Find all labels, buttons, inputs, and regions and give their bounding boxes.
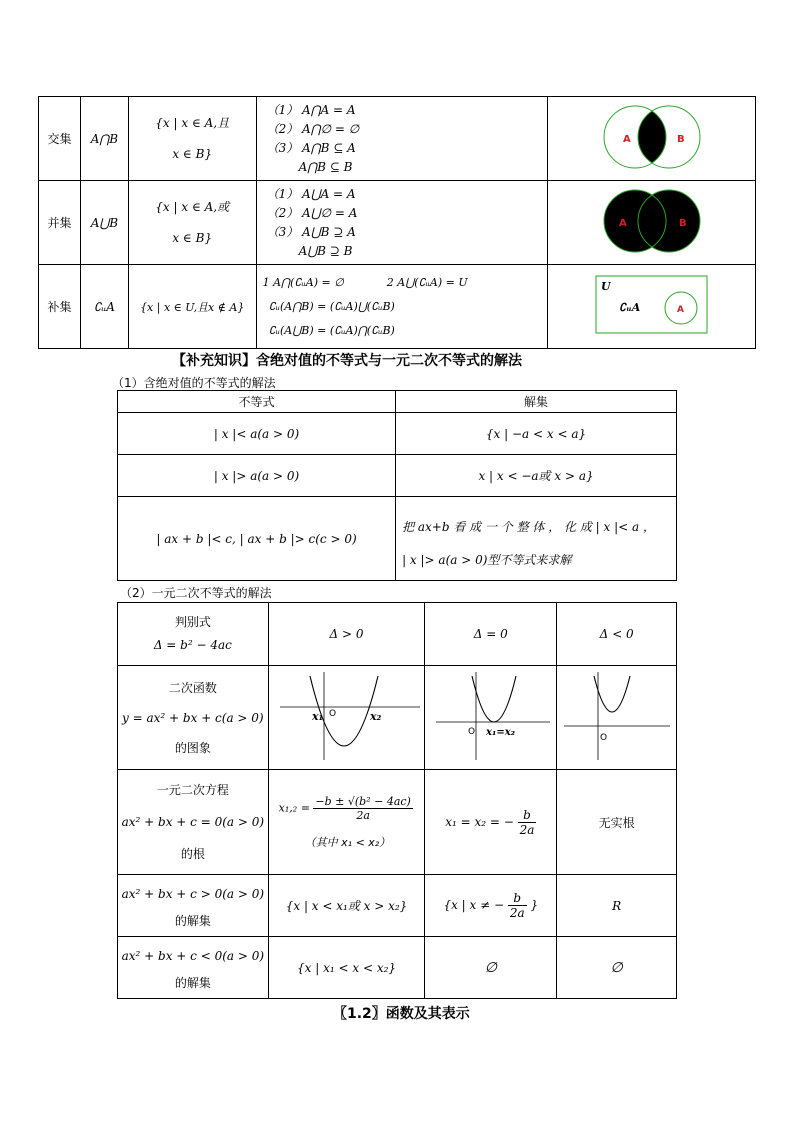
op-symbol: A⋃B	[80, 181, 128, 265]
venn-label-b: B	[678, 218, 687, 229]
def-line: {x | x ∈ A,或	[155, 199, 230, 214]
parabola-one-root-graph	[428, 668, 554, 764]
property: 1 A⋂(∁ᵤA) = ∅	[262, 275, 344, 289]
table-row	[118, 937, 677, 999]
subsection-title: （2）一元二次不等式的解法	[120, 586, 272, 600]
property: A⋂B ⊆ B	[298, 159, 353, 174]
column-header: 解集	[396, 391, 677, 413]
op-name: 补集	[39, 265, 81, 349]
union-venn-diagram	[597, 188, 707, 254]
double-root-lhs: x₁ = x₂ = −	[445, 814, 514, 829]
parabola-two-roots-graph	[272, 668, 422, 764]
solution-cell: 把 ax+b 看 成 一 个 整 体 ， 化 成 | x |< a ，	[402, 519, 656, 534]
disc-case: Δ < 0	[557, 603, 677, 666]
complement-label: ∁ᵤA	[618, 301, 640, 314]
inequality-cell: | x |< a(a > 0)	[118, 413, 396, 455]
solution-denominator: 2a	[509, 906, 525, 920]
double-root-numerator: b	[518, 808, 537, 823]
no-root-cell: 无实根	[557, 770, 677, 875]
universe-label: U	[600, 280, 611, 293]
origin-label: O	[467, 727, 475, 737]
property: （2） A⋃∅ = A	[266, 205, 358, 220]
x2-label: x₂	[369, 710, 381, 723]
solution-cell: x | x < −a或 x > a}	[396, 455, 677, 497]
table-row	[118, 391, 677, 413]
op-name: 并集	[39, 181, 81, 265]
disc-case: Δ = 0	[425, 603, 557, 666]
property: （1） A⋃A = A	[266, 186, 356, 201]
x1-label: x₁	[311, 710, 323, 723]
solution-numerator: b	[508, 891, 527, 906]
solution-cell: | x |> a(a > 0)型不等式来求解	[402, 552, 572, 567]
def-line: x ∈ B}	[172, 230, 213, 245]
venn-label-b: B	[676, 134, 685, 145]
set-operations-table	[38, 96, 756, 349]
solution-cell: {x | x₁ < x < x₂}	[268, 937, 425, 999]
venn-label-a: A	[676, 305, 684, 315]
op-name: 交集	[39, 97, 81, 181]
inequality-cell: | x |> a(a > 0)	[118, 455, 396, 497]
row-label: y = ax² + bx + c(a > 0)	[122, 710, 264, 725]
property: A⋃B ⊇ B	[298, 243, 353, 258]
roots-formula-numerator: −b ± √(b² − 4ac)	[315, 794, 411, 808]
parabola-no-root-graph	[560, 668, 674, 764]
op-symbol: A⋂B	[80, 97, 128, 181]
table-row	[118, 455, 677, 497]
disc-label: 判别式	[174, 615, 211, 629]
x12-label: x₁=x₂	[485, 727, 515, 738]
table-row	[118, 497, 677, 581]
row-label: 的图象	[174, 740, 211, 755]
section-heading: 【补充知识】含绝对值的不等式与一元二次不等式的解法	[172, 353, 522, 369]
solution-cell: ∅	[425, 937, 557, 999]
property: （3） A⋃B ⊇ A	[266, 224, 356, 239]
property: ∁ᵤ(A⋂B) = (∁ᵤA)⋃(∁ᵤB)	[268, 299, 395, 313]
solution-cell: {x | x < x₁或 x > x₂}	[268, 875, 425, 937]
solution-cell: ∅	[557, 937, 677, 999]
def-line: {x | x ∈ U,且x ∉ A}	[128, 265, 256, 349]
origin-label: O	[328, 709, 336, 719]
roots-formula-denominator: 2a	[356, 808, 370, 822]
double-root-denominator: 2a	[519, 822, 535, 837]
subsection-title: （1）含绝对值的不等式的解法	[112, 376, 276, 390]
row-label: ax² + bx + c < 0(a > 0)	[121, 948, 265, 963]
table-row	[39, 265, 756, 349]
table-row	[118, 666, 677, 770]
def-line: x ∈ B}	[172, 146, 213, 161]
complement-venn-diagram	[595, 275, 709, 335]
venn-label-a: A	[622, 134, 631, 145]
solution-lhs: {x | x ≠ −	[443, 898, 505, 912]
solution-cell: {x | −a < x < a}	[396, 413, 677, 455]
table-row	[118, 770, 677, 875]
property: ∁ᵤ(A⋃B) = (∁ᵤA)⋂(∁ᵤB)	[268, 323, 395, 337]
property: （3） A⋂B ⊆ A	[266, 140, 356, 155]
disc-formula: Δ = b² − 4ac	[153, 638, 232, 652]
table-row	[118, 875, 677, 937]
property: 2 A⋃(∁ᵤA) = U	[386, 275, 468, 289]
solution-rhs: }	[530, 898, 539, 912]
column-header: 不等式	[118, 391, 396, 413]
row-label: 的根	[180, 847, 205, 861]
table-row	[118, 413, 677, 455]
roots-note: （其中 x₁ < x₂）	[304, 835, 391, 849]
table-row	[39, 181, 756, 265]
table-row	[39, 97, 756, 181]
row-label: ax² + bx + c > 0(a > 0)	[121, 886, 265, 901]
row-label: 二次函数	[168, 680, 217, 695]
solution-cell: R	[557, 875, 677, 937]
row-label: ax² + bx + c = 0(a > 0)	[121, 815, 265, 829]
def-line: {x | x ∈ A,且	[155, 115, 230, 130]
origin-label: O	[599, 733, 607, 743]
property: （1） A⋂A = A	[266, 102, 356, 117]
table-row	[118, 603, 677, 666]
venn-label-a: A	[618, 218, 627, 229]
disc-case: Δ > 0	[268, 603, 425, 666]
row-label: 的解集	[174, 975, 211, 990]
op-symbol: ∁ᵤA	[80, 265, 128, 349]
row-label: 的解集	[174, 913, 211, 928]
row-label: 一元二次方程	[156, 783, 229, 797]
roots-formula-lhs: x₁,₂ =	[278, 801, 310, 814]
intersection-venn-diagram	[597, 104, 707, 170]
abs-inequality-table	[117, 390, 677, 581]
quadratic-inequality-table	[117, 602, 677, 999]
next-section-heading: 〖1.2〗函数及其表示	[333, 1006, 470, 1022]
property: （2） A⋂∅ = ∅	[266, 121, 360, 136]
inequality-cell: | ax + b |< c, | ax + b |> c(c > 0)	[118, 497, 396, 581]
